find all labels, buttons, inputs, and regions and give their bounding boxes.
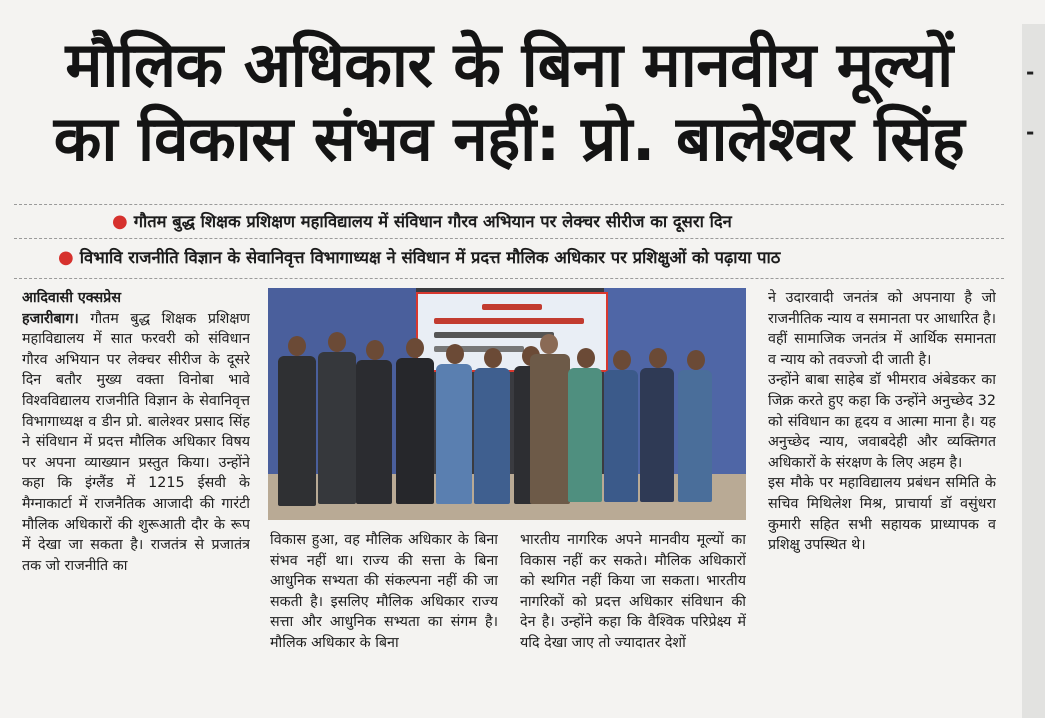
subhead-2 (58, 246, 1018, 270)
adjacent-page-edge: - - (1022, 24, 1045, 718)
divider-top (14, 204, 1004, 205)
article-column-4 (768, 288, 996, 714)
dateline: हजारीबाग। (22, 310, 79, 327)
article-col4-para-3: इस मौके पर महाविद्यालय प्रबंधन समिति के सचिव मिथिलेश मिश्र, प्राचार्या डॉ वसुंधरा कुमारी सहित सभी सहायक प्राध्यापक व प्रशिक्षु उपस्थित थे। (768, 475, 996, 554)
headline-line-2: का विकास संभव नहीं: प्रो. बालेश्वर सिंह (53, 102, 965, 175)
event-photo (268, 288, 746, 520)
article-col2-text: विकास हुआ, वह मौलिक अधिकार के बिना संभव नहीं था। राज्य की सत्ता के बिना आधुनिक सभ्यता की संकल्पना नहीं की जा सकती है। इसलिए मौलिक अधिकार राज्य सत्ता और आधुनिक सभ्यता का संगम है। मौलिक अधिकार के बिना (270, 532, 498, 651)
article-col1-text (22, 309, 250, 577)
article-column-2 (270, 530, 498, 714)
subhead-2-text: विभावि राजनीति विज्ञान के सेवानिवृत्त विभागाध्यक्ष ने संविधान में प्रदत्त मौलिक अधिकार पर प्रशिक्षुओं को पढ़ाया पाठ (79, 248, 781, 267)
byline: आदिवासी एक्सप्रेस (22, 290, 121, 306)
headline-line-1: मौलिक अधिकार के बिना मानवीय मूल्यों (65, 28, 953, 101)
article-col4-para-1: ने उदारवादी जनतंत्र को अपनाया है जो राजनीतिक न्याय व समानता पर आधारित है। वहीं सामाजिक जनतंत्र में आर्थिक समानता व न्याय को तवज्जो दी जाती है। (768, 290, 996, 368)
article-column-1 (22, 288, 250, 714)
bullet-icon: ● (58, 247, 74, 268)
bullet-icon: ● (112, 211, 128, 232)
article-col1-body: गौतम बुद्ध शिक्षक प्रशिक्षण महाविद्यालय में सात फरवरी को संविधान गौरव अभियान पर लेक्चर सीरीज के दूसरे दिन बतौर मुख्य वक्ता विनोबा भावे विश्वविद्यालय राजनीति विज्ञान के सेवानिवृत्त विभागाध्यक्ष व डीन प्रो. बालेश्वर प्रसाद सिंह ने संविधान में प्रदत्त मौलिक अधिकार विषय पर अपना व्याख्यान प्रस्तुत किया। उन्होंने कहा कि इंग्लैंड में 1215 ईसवी के मैग्नाकार्टा में राजनैतिक आजादी की गारंटी मौलिक अधिकारों की शुरूआती दौर के रूप में देखा जा सकता है। राजतंत्र से प्रजातंत्र तक जो राजनीति का (22, 310, 250, 574)
article-col4-para-2: उन्होंने बाबा साहेब डॉ भीमराव अंबेडकर का जिक्र करते हुए कहा कि उन्होंने अनुच्छेद 32 को संविधान का हृदय व आत्मा माना है। यह अनुच्छेद न्याय, जवाबदेही और व्यक्तिगत अधिकारों के संरक्षण के लिए अहम है। (768, 372, 996, 471)
subhead-1 (112, 210, 1045, 234)
divider-middle (14, 238, 1004, 239)
article-col3-text: भारतीय नागरिक अपने मानवीय मूल्यों का विकास नहीं कर सकते। मौलिक अधिकारों को स्थगित नहीं किया जा सकता। भारतीय नागरिकों को प्रदत्त अधिकार संविधान की देन है। उन्होंने कहा कि वैश्विक परिप्रेक्ष्य में यदि देखा जाए तो ज्यादातर देशों (520, 532, 746, 651)
divider-bottom (14, 278, 1004, 279)
subhead-1-text: गौतम बुद्ध शिक्षक प्रशिक्षण महाविद्यालय में संविधान गौरव अभियान पर लेक्चर सीरीज का दूसरा दिन (133, 212, 732, 231)
article-column-3 (520, 530, 746, 714)
headline (14, 28, 1004, 176)
